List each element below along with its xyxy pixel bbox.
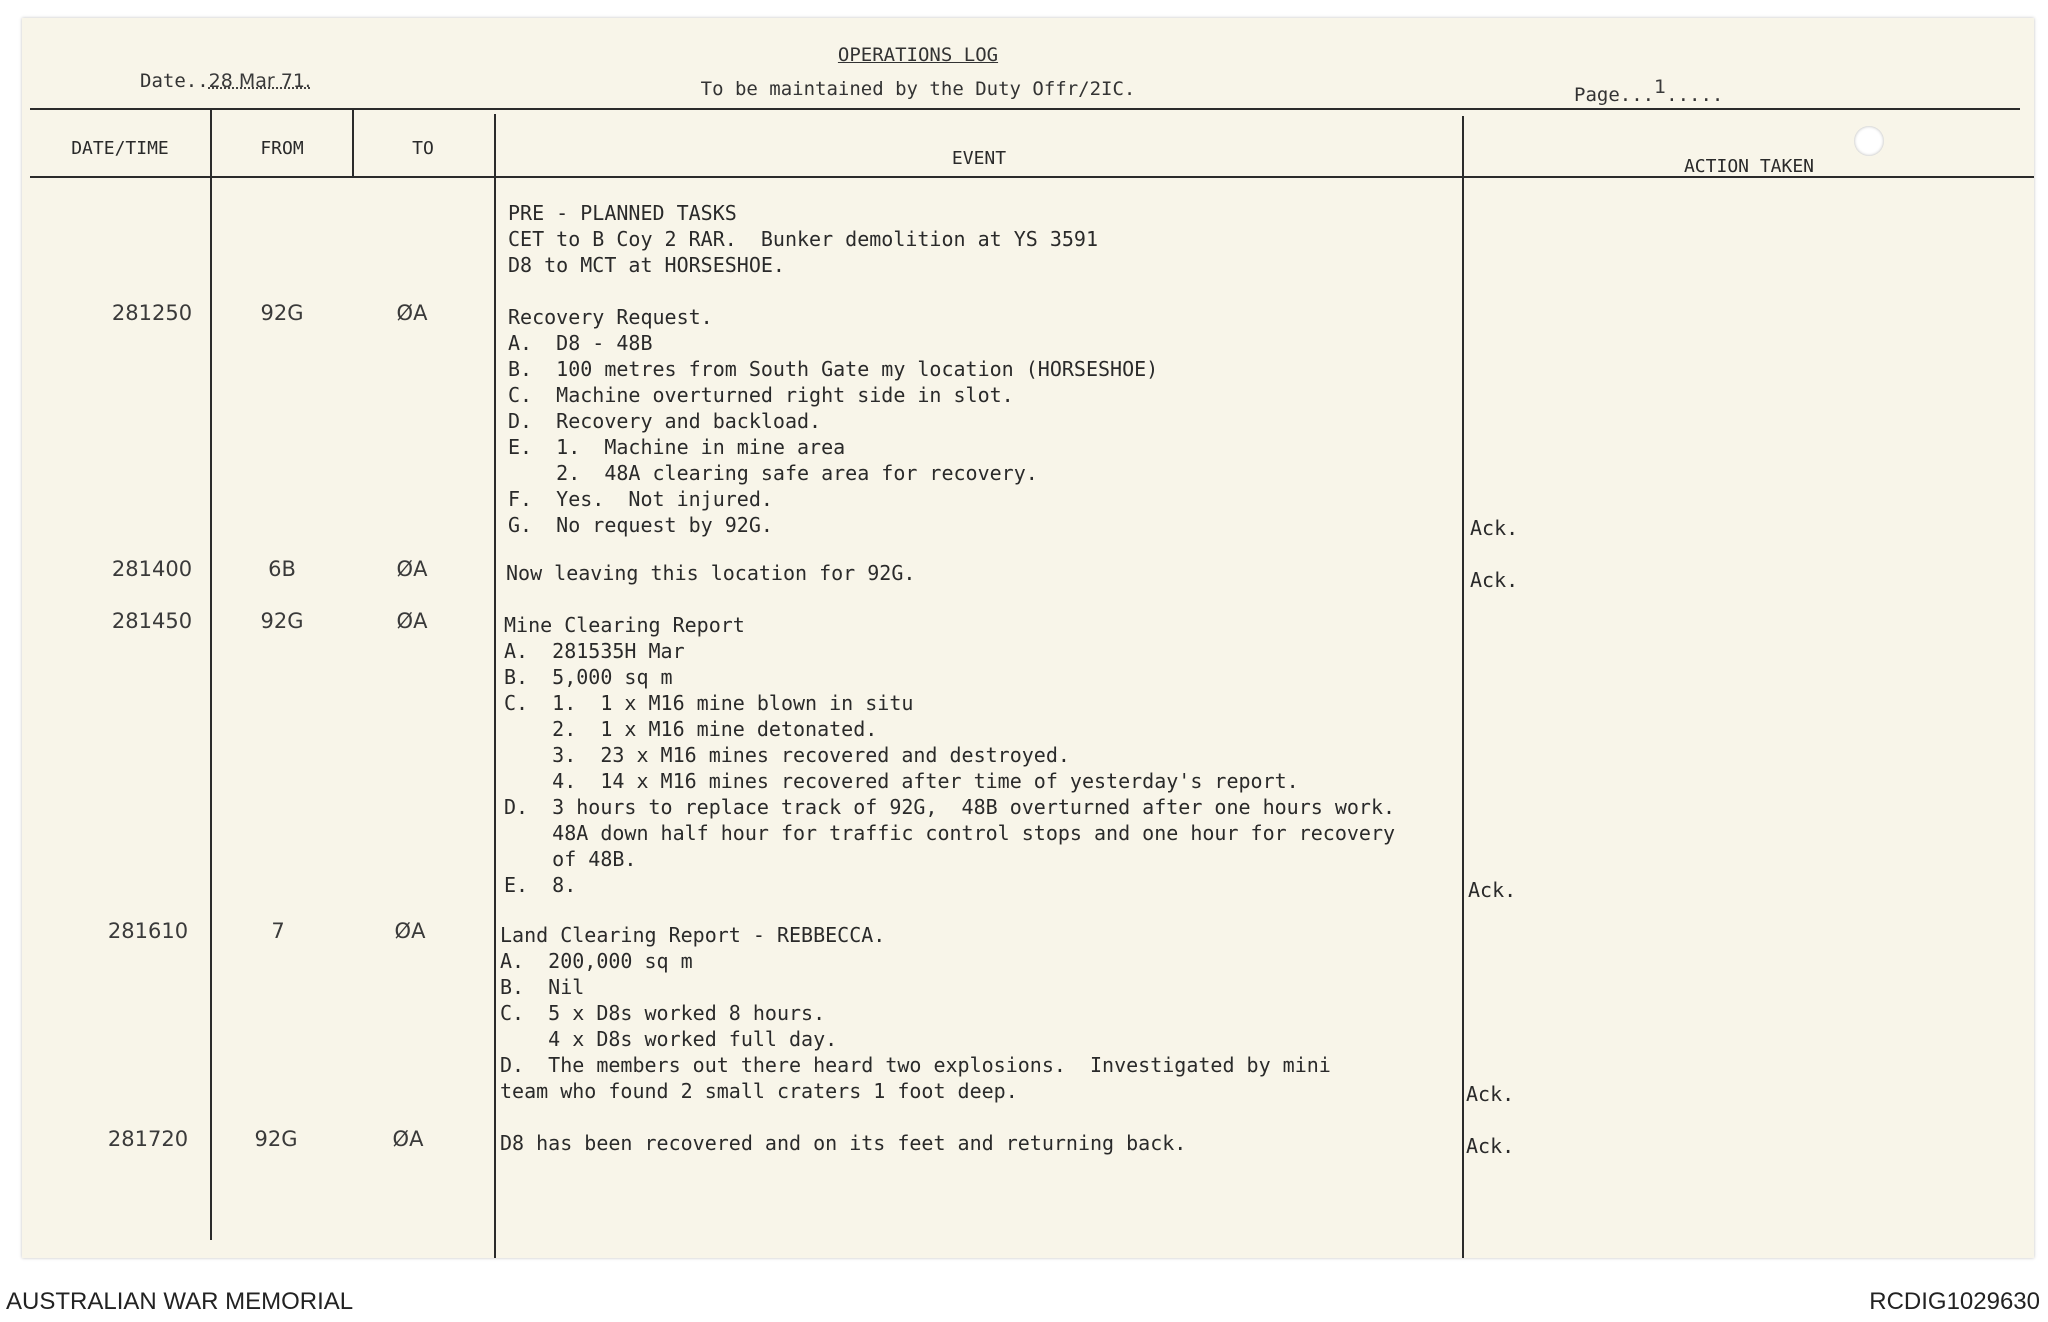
page-value: 1 (1654, 76, 1667, 98)
date-value: 28 Mar 71. (208, 70, 311, 92)
action-ack: Ack. (1470, 568, 1519, 592)
entry-datetime: 281250 (111, 301, 193, 325)
entry-from: 7 (271, 919, 285, 943)
col-header-event: EVENT (951, 148, 1007, 169)
entry-to: ØA (392, 1127, 424, 1151)
col-header-action: ACTION TAKEN (1683, 156, 1815, 177)
entry-datetime: 281610 (107, 919, 189, 943)
page-suffix: ..... (1666, 84, 1724, 106)
action-ack: Ack. (1466, 1134, 1515, 1158)
footer-record-id: RCDIG1029630 (1869, 1288, 2040, 1315)
col-divider-3 (494, 114, 496, 1258)
entry-from: 92G (260, 609, 304, 633)
log-sheet (22, 18, 2034, 1258)
action-ack: Ack. (1468, 878, 1517, 902)
log-title: OPERATIONS LOG (837, 44, 999, 66)
entry-to: ØA (396, 301, 428, 325)
date-field (140, 70, 311, 92)
col-divider-4 (1462, 116, 1464, 1258)
event-text: Recovery Request. A. D8 - 48B B. 100 metres from South Gate my location (HORSESHOE) C. Machine overturned right side in slot. D. Recovery and backload. E. 1. Machine in mine area 2. 48A clearing safe area for recovery. F. Yes. Not injured. G. No request by 92G. (508, 305, 1159, 537)
entry-to: ØA (396, 609, 428, 633)
action-ack: Ack. (1470, 516, 1519, 540)
entry-from: 92G (260, 301, 304, 325)
event-text: PRE - PLANNED TASKS CET to B Coy 2 RAR. Bunker demolition at YS 3591 D8 to MCT at HORSESHOE. (508, 201, 1099, 277)
col-divider-1 (210, 110, 212, 1240)
event-text: Land Clearing Report - REBBECCA. A. 200,000 sq m B. Nil C. 5 x D8s worked 8 hours. 4 x D8s worked full day. D. The members out there heard two explosions. Investigated by mini team who found 2 small craters 1 foot deep. (500, 923, 1331, 1103)
col-header-to: TO (412, 138, 434, 159)
footer-archive-name: AUSTRALIAN WAR MEMORIAL (6, 1288, 354, 1315)
col-header-from: FROM (260, 138, 304, 159)
entry-from: 6B (268, 557, 296, 581)
entry-datetime: 281400 (111, 557, 193, 581)
entry-from: 92G (254, 1127, 298, 1151)
entry-datetime: 281720 (107, 1127, 189, 1151)
date-prefix: Date.. (140, 70, 209, 92)
page-prefix: Page... (1574, 84, 1655, 106)
event-text: Now leaving this location for 92G. (506, 561, 916, 585)
entry-to: ØA (396, 557, 428, 581)
event-text: Mine Clearing Report A. 281535H Mar B. 5,000 sq m C. 1. 1 x M16 mine blown in situ 2. 1 x M16 mine detonated. 3. 23 x M16 mines recovered and destroyed. 4. 14 x M16 mines recovered after time of yesterday's report. D. 3 hours to replace track of 92G, 48B overturned after one hours work. 48A down half hour for traffic control stops and one hour for recovery of 48B. E. 8. (504, 613, 1396, 897)
page-field (1574, 76, 1724, 106)
event-text: D8 has been recovered and on its feet and returning back. (500, 1131, 1187, 1155)
punch-hole (1854, 126, 1884, 156)
log-subtitle: To be maintained by the Duty Offr/2IC. (700, 78, 1136, 100)
action-ack: Ack. (1466, 1082, 1515, 1106)
header-top-rule (30, 108, 2020, 110)
entry-datetime: 281450 (111, 609, 193, 633)
entry-to: ØA (394, 919, 426, 943)
col-header-datetime: DATE/TIME (71, 138, 169, 159)
